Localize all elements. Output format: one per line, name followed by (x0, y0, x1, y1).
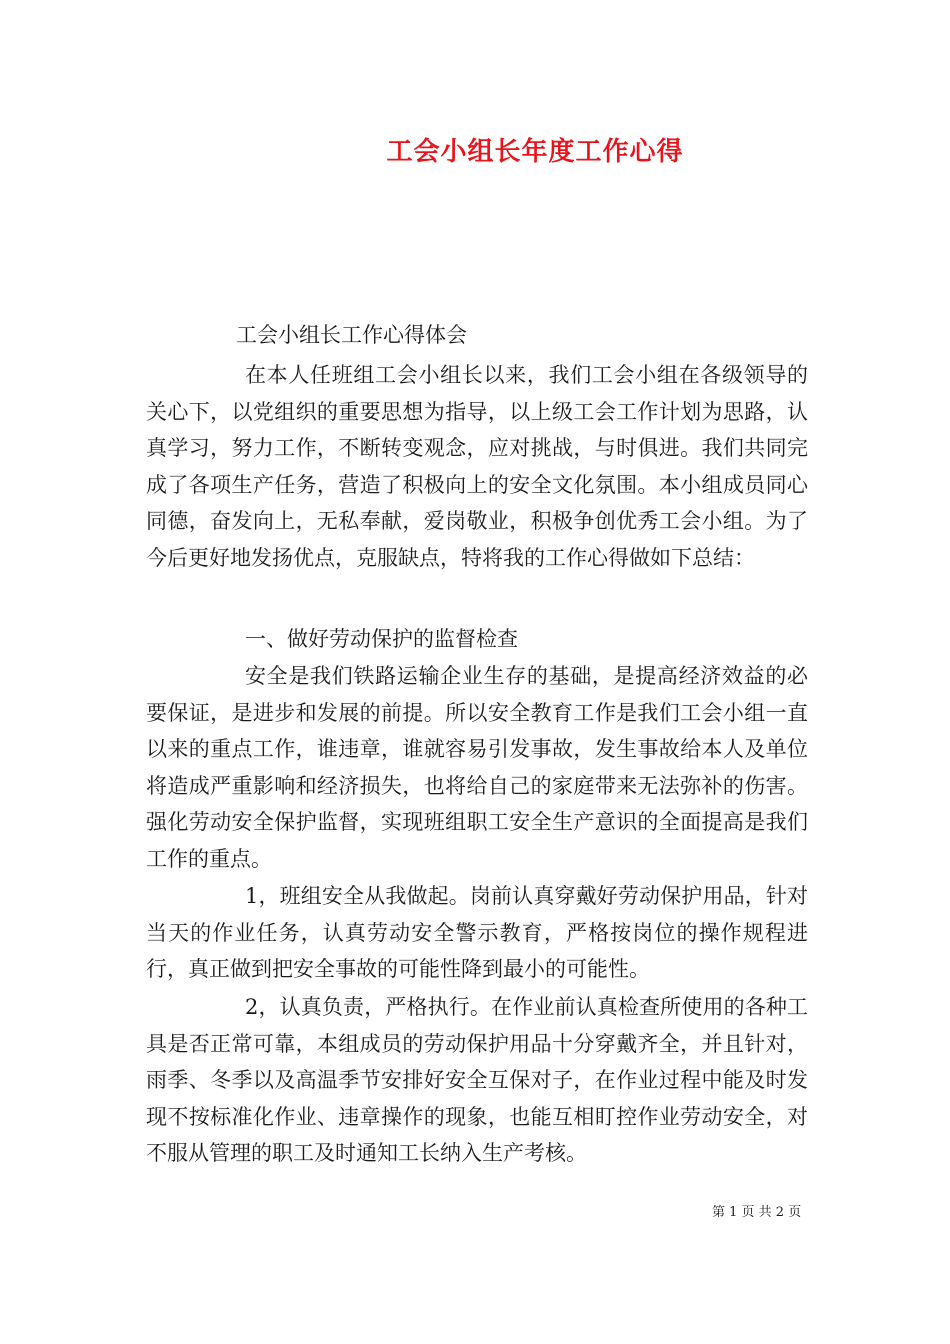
document-subtitle: 工会小组长工作心得体会 (236, 323, 467, 347)
intro-paragraph: 在本人任班组工会小组长以来，我们工会小组在各级领导的关心下，以党组织的重要思想为指导，以上级工会工作计划为思路，认真学习，努力工作，不断转变观念，应对挑战，与时俱进。我们共同完成了各项生产任务，营造了积极向上的安全文化氛围。本小组成员同心同德，奋发向上，无私奉献，爱岗敬业，积极争创优秀工会小组。为了今后更好地发扬优点，克服缺点，特将我的工作心得做如下总结： (146, 363, 808, 570)
section-1-paragraph: 安全是我们铁路运输企业生存的基础，是提高经济效益的必要保证，是进步和发展的前提。所以安全教育工作是我们工会小组一直以来的重点工作，谁违章，谁就容易引发事故，发生事故给本人及单位将造成严重影响和经济损失，也将给自己的家庭带来无法弥补的伤害。强化劳动安全保护监督，实现班组职工安全生产意识的全面提高是我们工作的重点。 (146, 664, 808, 871)
section-heading-1: 一、做好劳动保护的监督检查 (245, 627, 518, 651)
document-title: 工会小组长年度工作心得 (386, 137, 684, 167)
item-2-paragraph: 2，认真负责，严格执行。在作业前认真检查所使用的各种工具是否正常可靠，本组成员的劳动保护用品十分穿戴齐全，并且针对，雨季、冬季以及高温季节安排好安全互保对子，在作业过程中能及时发现不按标准化作业、违章操作的现象，也能互相盯控作业劳动安全，对不服从管理的职工及时通知工长纳入生产考核。 (146, 995, 808, 1166)
page-number: 第 1 页 共 2 页 (712, 1205, 802, 1220)
item-1-paragraph: 1，班组安全从我做起。岗前认真穿戴好劳动保护用品，针对当天的作业任务，认真劳动安全警示教育，严格按岗位的操作规程进行，真正做到把安全事故的可能性降到最小的可能性。 (146, 884, 808, 982)
